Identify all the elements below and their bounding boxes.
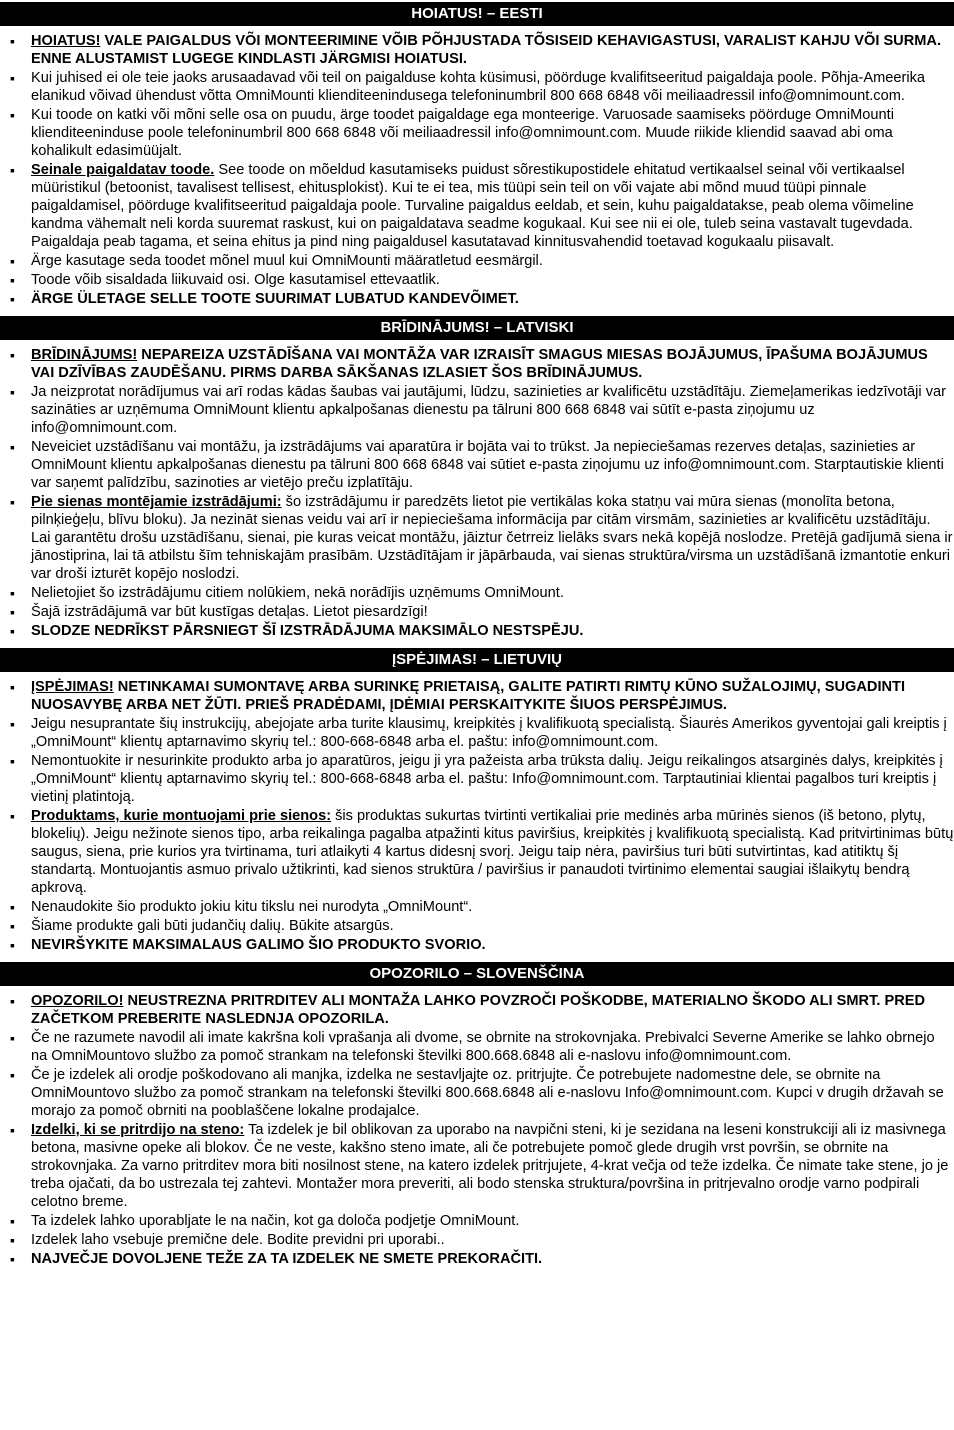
warning-item: [10, 438, 954, 492]
warning-item: [10, 603, 954, 621]
warning-item-lead: Seinale paigaldatav toode.: [31, 162, 215, 178]
warning-item: [10, 917, 954, 935]
warning-item: [10, 1231, 954, 1249]
warning-item-text: SLODZE NEDRĪKST PĀRSNIEGT ŠĪ IZSTRĀDĀJUMA MAKSIMĀLO NESTSPĒJU.: [31, 623, 584, 639]
warning-item: [10, 69, 954, 105]
warning-item-text: Kui toode on katki või mõni selle osa on puudu, ärge toodet paigaldage ega monteerige. Varuosade saamiseks pöörduge OmniMounti klienditeeninduse poole telefoninumbril 800 668 6848 või meiliaadressil info@omnimount.com. Muude riikide kliendid saavad abi oma kohalikult edasimüüjalt.: [31, 107, 894, 159]
warning-item-text: NEUSTREZNA PRITRDITEV ALI MONTAŽA LAHKO POVZROČI POŠKODBE, MATERIALNO ŠKODO ALI SMRT. PRED ZAČETKOM PREBERITE NASLEDNJA OPOZORILA.: [31, 993, 926, 1027]
warning-item: [10, 678, 954, 714]
warning-item: [10, 1066, 954, 1120]
warning-item-text: ÄRGE ÜLETAGE SELLE TOOTE SUURIMAT LUBATUD KANDEVÕIMET.: [31, 291, 519, 307]
warning-item: [10, 807, 954, 897]
warning-item: [10, 271, 954, 289]
warning-item-lead: OPOZORILO!: [31, 993, 124, 1009]
warning-item: [10, 752, 954, 806]
warning-item: [10, 1212, 954, 1230]
section-latvian: [0, 316, 954, 640]
warning-item: [10, 290, 954, 308]
warning-item-lead: Izdelki, ki se pritrdijo na steno:: [31, 1122, 245, 1138]
warning-item-text: Ja neizprotat norādījumus vai arī rodas kādas šaubas vai jautājumi, lūdzu, sazinieties ar kvalificētu uzstādītāju. Ziemeļamerikas iedzīvotāji var sazināties ar uzņēmuma OmniMount klientu apkalpošanas dienestu pa tālruni 800 668 6848 vai sūtīt e-pasta ziņojumu uz info@omnimount.com.: [31, 384, 946, 436]
warning-item-text: NETINKAMAI SUMONTAVĘ ARBA SURINKĘ PRIETAISĄ, GALITE PATIRTI RIMTŲ KŪNO SUŽALOJIMŲ, SUGADINTI NUOSAVYBĘ ARBA NET ŽŪTI. PRIEŠ PRADĖDAMI, ĮDĖMIAI PERSKAITYKITE ŠIUOS PERSPĖJIMUS.: [31, 679, 906, 713]
warning-item: [10, 252, 954, 270]
warning-sections: [0, 2, 954, 1268]
section-header: ĮSPĖJIMAS! – LIETUVIŲ: [0, 648, 954, 672]
warning-item: [10, 992, 954, 1028]
warning-item: [10, 715, 954, 751]
warning-item-text: Neveiciet uzstādīšanu vai montāžu, ja izstrādājums vai aparatūra ir bojāta vai to trūkst. Ja nepieciešamas rezerves detaļas, sazinieties ar OmniMount klientu apkalpošanas dienestu pa tālruni 800 668 6848 vai sūtiet e-pasta ziņojumu uz info@omnimount.com. Starptautiskie klienti var saņemt palīdzību, sazinoties ar vietējo preču izplatītāju.: [31, 439, 944, 491]
section-header: BRĪDINĀJUMS! – LATVISKI: [0, 316, 954, 340]
warning-item-text: VALE PAIGALDUS VÕI MONTEERIMINE VÕIB PÕHJUSTADA TÕSISEID KEHAVIGASTUSI, VARALIST KAHJU VÕI SURMA. ENNE ALUSTAMIST LUGEGE KINDLASTI JÄRGMISI HOIATUSI.: [31, 33, 942, 67]
warning-item-lead: ĮSPĖJIMAS!: [31, 679, 114, 695]
warning-item-text: Izdelek laho vsebuje premične dele. Bodite previdni pri uporabi..: [31, 1232, 445, 1248]
warning-item-text: Toode võib sisaldada liikuvaid osi. Olge kasutamisel ettevaatlik.: [31, 272, 440, 288]
warning-list: [0, 678, 954, 954]
warning-item-lead: Pie sienas montējamie izstrādājumi:: [31, 494, 282, 510]
warning-item-text: Ta izdelek lahko uporabljate le na način, kot ga določa podjetje OmniMount.: [31, 1213, 520, 1229]
warning-list: [0, 346, 954, 640]
section-slovenian: [0, 962, 954, 1268]
warning-item-text: Šiame produkte gali būti judančių dalių. Būkite atsargūs.: [31, 918, 394, 934]
warning-item: [10, 161, 954, 251]
warning-item-text: Ta izdelek je bil oblikovan za uporabo na navpični steni, ki je sezidana na leseni konstrukciji ali iz masivnega betona, masivne opeke ali blokov. Če ne veste, kakšno steno imate, ali če potrebujete pomoč glede drugih vrst površin, se obrnite na strokovnjaka. Za varno pritrditev mora biti nosilnost stene, na katero izdelek pritrjujete, 4-krat večja od teže izdelka. Če nimate take stene, jo je treba ojačati, da bo ustrezala tej zahtevi. Montažer mora preveriti, ali bodo stenska struktura/površina in pritrjevalno orodje varno podpirali celotno breme.: [31, 1122, 949, 1210]
section-estonian: [0, 2, 954, 308]
warning-item: [10, 1121, 954, 1211]
warning-item-text: See toode on mõeldud kasutamiseks puidust sõrestikupostidele ehitatud vertikaalsel seinal või vertikaalsel müüristikul (betoonist, tavalisest tellisest, ehitusplokist). Kui te ei tea, mis tüüpi sein teil on või vajate abi mõnd muud tüüpi pinnale paigaldamisel, pöörduge kvalifitseeritud paigaldaja poole. Turvaline paigaldus eeldab, et sein, kuhu paigaldatakse, peab olema võimeline kandma vähemalt neli korda suuremat raskust, kui on paigaldatava seadme kogukaal. Kui see nii ei ole, tuleb seina vastavalt tugevdada. Paigaldaja peab tagama, et seina ehitus ja pind ning paigaldusel kasutatavad kinnitusvahendid toetavad kogukaalu piisavalt.: [31, 162, 914, 250]
warning-item: [10, 493, 954, 583]
warning-item: [10, 584, 954, 602]
warning-item: [10, 1250, 954, 1268]
warning-item-text: Kui juhised ei ole teie jaoks arusaadavad või teil on paigalduse kohta küsimusi, pöörduge kvalifitseeritud paigaldaja poole. Põhja-Ameerika elanikud võivad ühendust võtta OmniMounti klienditeenindusega telefoninumbril 800 668 6848 või meiliaadressil info@omnimount.com.: [31, 70, 926, 104]
warning-item-text: NEVIRŠYKITE MAKSIMALAUS GALIMO ŠIO PRODUKTO SVORIO.: [31, 937, 486, 953]
warning-item: [10, 936, 954, 954]
warning-item: [10, 32, 954, 68]
warning-item: [10, 1029, 954, 1065]
section-header: HOIATUS! – EESTI: [0, 2, 954, 26]
warning-item-text: Če ne razumete navodil ali imate kakršna koli vprašanja ali dvome, se obrnite na strokovnjaka. Prebivalci Severne Amerike se lahko obrnejo na OmniMountovo službo za pomoč strankam na telefonski številki 800.668.6848 ali e-naslovu info@omnimount.com.: [31, 1030, 935, 1064]
warning-item: [10, 898, 954, 916]
warning-item-text: NAJVEČJE DOVOLJENE TEŽE ZA TA IZDELEK NE SMETE PREKORAČITI.: [31, 1251, 543, 1267]
section-header: OPOZORILO – SLOVENŠČINA: [0, 962, 954, 986]
warning-item-text: Šajā izstrādājumā var būt kustīgas detaļas. Lietot piesardzīgi!: [31, 604, 428, 620]
warning-item-text: šis produktas sukurtas tvirtinti vertikaliai prie medinės arba mūrinės sienos (iš betono, plytų, blokelių). Jeigu nežinote sienos tipo, arba reikalinga pagalba atpažinti kitus paviršius, kreipkitės į kvalifikuotą specialistą. Kad pritvirtinimas būtų saugus, siena, prie kurios yra tvirtinama, turi atlaikyti 4 kartus didesnį svorį. Jeigu taip nėra, paviršius turi būti sutvirtintas, kad atitiktų šį standartą. Montuojantis asmuo privalo užtikrinti, kad sienos struktūra / paviršius ir panaudoti tvirtinimo elementai saugiai išlaikytų bendrą apkrovą.: [31, 808, 954, 896]
warning-item-text: šo izstrādājumu ir paredzēts lietot pie vertikālas koka statņu vai mūra sienas (monolīta betona, pilnķieģeļu, blīvu bloku). Ja nezināt sienas veidu vai arī ir nepieciešama informācija par citām virsmām, sazinieties ar kvalificētu uzstādītāju. Lai garantētu drošu uzstādīšanu, sienai, pie kuras veicat montāžu, jāiztur četrreiz lielāks svars nekā kopējā noslodze. Pretējā gadījumā siena ir jānostiprina, lai tā atbilstu šīm tehniskajām prasībām. Uzstādītājam ir jāpārbauda, vai sienas struktūra/virsma un uzstādīšanā izmantotie enkuri var droši izturēt kopējo noslodzi.: [31, 494, 953, 582]
warning-list: [0, 32, 954, 308]
warning-list: [0, 992, 954, 1268]
warning-item-text: Ärge kasutage seda toodet mõnel muul kui OmniMounti määratletud eesmärgil.: [31, 253, 543, 269]
warning-item: [10, 622, 954, 640]
warning-item: [10, 106, 954, 160]
warning-item-text: Jeigu nesuprantate šių instrukcijų, abejojate arba turite klausimų, kreipkitės į kvalifikuotą specialistą. Šiaurės Amerikos gyventojai gali kreiptis į „OmniMount“ klientų aptarnavimo skyrių tel.: 800-668-6848 arba el. paštu: info@omnimount.com.: [31, 716, 947, 750]
section-lithuanian: [0, 648, 954, 954]
warning-item-text: Nemontuokite ir nesurinkite produkto arba jo aparatūros, jeigu ji yra pažeista arba trūksta dalių. Jeigu reikalingos atsarginės dalys, kreipkitės į „OmniMount“ klientų aptarnavimo skyrių tel.: 800-668-6848 arba el. paštu: Info@omnimount.com. Tarptautiniai klientai pagalbos turi kreiptis į vietinį platintoją.: [31, 753, 943, 805]
warning-item-lead: BRĪDINĀJUMS!: [31, 347, 138, 363]
warning-item: [10, 383, 954, 437]
warning-item-lead: Produktams, kurie montuojami prie sienos:: [31, 808, 332, 824]
warning-item-text: Nelietojiet šo izstrādājumu citiem nolūkiem, nekā norādījis uzņēmums OmniMount.: [31, 585, 564, 601]
warning-item: [10, 346, 954, 382]
warning-item-text: Če je izdelek ali orodje poškodovano ali manjka, izdelka ne sestavljajte oz. pritrjujte. Če potrebujete nadomestne dele, se obrnite na OmniMountovo službo za pomoč strankam na telefonski številki 800.668.6848 ali e-naslovu Info@omnimount.com. Kupci v drugih državah se morajo za pomoč obrniti na pooblaščene lokalne prodajalce.: [31, 1067, 944, 1119]
warning-item-lead: HOIATUS!: [31, 33, 101, 49]
warning-item-text: NEPAREIZA UZSTĀDĪŠANA VAI MONTĀŽA VAR IZRAISĪT SMAGUS MIESAS BOJĀJUMUS, ĪPAŠUMA BOJĀJUMUS VAI DZĪVĪBAS ZAUDĒŠANU. PIRMS DARBA SĀKŠANAS IZLASIET ŠOS BRĪDINĀJUMUS.: [31, 347, 928, 381]
warning-item-text: Nenaudokite šio produkto jokiu kitu tikslu nei nurodyta „OmniMount“.: [31, 899, 473, 915]
